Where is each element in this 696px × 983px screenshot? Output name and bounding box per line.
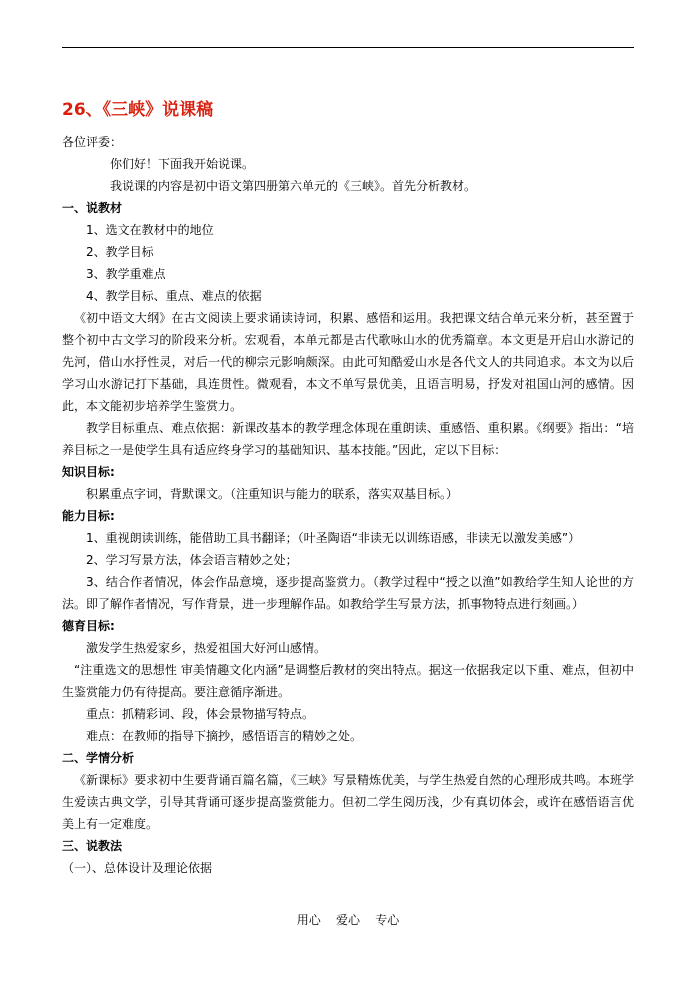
difficult-point: 难点：在教师的指导下摘抄，感悟语言的精妙之处。 [86, 729, 363, 743]
paragraph: 《新课标》要求初中生要背诵百篇名篇，《三峡》写景精炼优美，与学生热爱自然的心理形成共鸣。本班学生爱读古典文学，引导其背诵可逐步提高鉴赏能力。但初二学生阅历浅，少有真切体会，或许在感悟语言优美上有一定难度。 [62, 773, 634, 831]
intro-line-2: 我说课的内容是初中语文第四册第六单元的《三峡》。首先分析教材。 [110, 179, 477, 193]
intro-line-1: 你们好！下面我开始说课。 [110, 157, 255, 171]
document-title: 26、《三峡》说课稿 [62, 100, 214, 120]
section-heading-student-analysis: 二、学情分析 [62, 751, 135, 765]
paragraph: 激发学生热爱家乡，热爱祖国大好河山感情。 [86, 641, 327, 655]
header-rule [62, 47, 634, 48]
paragraph: 教学目标重点、难点依据：新课改基本的教学理念体现在重朗读、重感悟、重积累。《纲要》指出：“培养目标之一是使学生具有适应终身学习的基础知识、基本技能。”因此，定以下目标： [62, 421, 634, 457]
page-footer: 用心 爱心 专心 [296, 913, 400, 927]
subheading-ability-goals: 能力目标: [62, 509, 115, 523]
key-point: 重点：抓精彩词、段，体会景物描写特点。 [86, 707, 315, 721]
list-item: 1、选文在教材中的地位 [86, 223, 214, 237]
paragraph: “注重选文的思想性 审美情趣文化内涵”是调整后教材的突出特点。据这一依据我定以下重、难点，但初中生鉴赏能力仍有待提高。要注意循序渐进。 [62, 663, 634, 699]
subheading-knowledge-goals: 知识目标: [62, 465, 115, 479]
list-item: 3、结合作者情况，体会作品意境，逐步提高鉴赏力。（教学过程中“授之以渔”如教给学生知人论世的方法。即了解作者情况，写作背景，进一步理解作品。如教给学生写景方法，抓事物特点进行刻画。） [62, 575, 634, 611]
section-heading-textbook: 一、说教材 [62, 201, 123, 215]
greeting: 各位评委： [62, 135, 123, 149]
subsection-heading: （一）、总体设计及理论依据 [62, 861, 213, 875]
list-item: 1、重视朗读训练，能借助工具书翻译；（叶圣陶语“非读无以训练语感，非读无以激发美感”） [86, 531, 581, 545]
paragraph: 《初中语文大纲》在古文阅读上要求诵读诗词，积累、感悟和运用。我把课文结合单元来分析，甚至置于整个初中古文学习的阶段来分析。宏观看，本单元都是古代歌咏山水的优秀篇章。本文更是开启山水游记的先河，借山水抒性灵，对后一代的柳宗元影响颇深。由此可知酷爱山水是各代文人的共同追求。本文为以后学习山水游记打下基础，具连贯性。微观看，本文不单写景优美，且语言明易，抒发对祖国山河的感情。因此，本文能初步培养学生鉴赏力。 [62, 311, 634, 413]
list-item: 2、学习写景方法，体会语言精妙之处； [86, 553, 298, 567]
subheading-moral-goals: 德育目标: [62, 619, 115, 633]
document-body [62, 131, 634, 879]
section-heading-teaching-method: 三、说教法 [62, 839, 123, 853]
paragraph: 积累重点字词，背默课文。（注重知识与能力的联系，落实双基目标。） [86, 487, 459, 501]
list-item: 2、教学目标 [86, 245, 154, 259]
list-item: 4、教学目标、重点、难点的依据 [86, 289, 262, 303]
list-item: 3、教学重难点 [86, 267, 166, 281]
